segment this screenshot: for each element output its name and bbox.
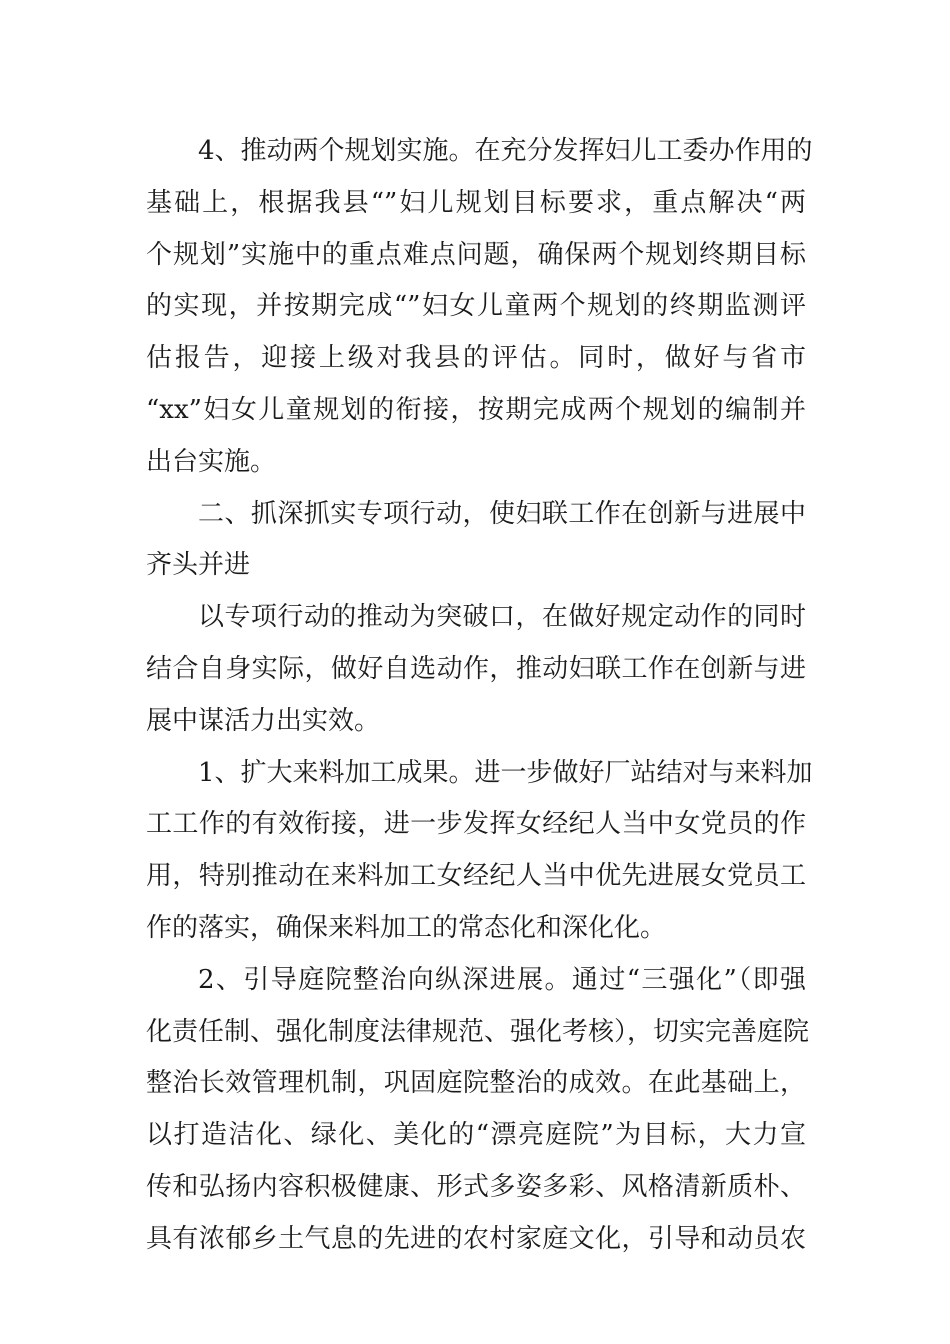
paragraph-line: 结合自身实际，做好自选动作，推动妇联工作在创新与进 [146,653,806,684]
paragraph-line: 个规划”实施中的重点难点问题，确保两个规划终期目标 [146,239,806,270]
section-heading-line: 齐头并进 [146,550,251,581]
paragraph-line: 工工作的有效衔接，进一步发挥女经纪人当中女党员的作 [146,809,806,840]
paragraph-line: 的实现，并按期完成“”妇女儿童两个规划的终期监测评 [146,291,806,322]
paragraph-line: 4、推动两个规划实施。在充分发挥妇儿工委办作用的 [198,136,813,166]
section-heading-line: 二、抓深抓实专项行动，使妇联工作在创新与进展中 [198,498,806,529]
paragraph-line: 基础上，根据我县“”妇儿规划目标要求，重点解决“两 [146,187,806,218]
paragraph-line: 1、扩大来料加工成果。进一步做好厂站结对与来料加 [198,757,813,788]
paragraph-line: 化责任制、强化制度法律规范、强化考核），切实完善庭院 [146,1016,810,1047]
paragraph-line: 估报告，迎接上级对我县的评估。同时，做好与省市 [146,343,806,374]
paragraph-line: 具有浓郁乡土气息的先进的农村家庭文化，引导和动员农 [146,1223,806,1254]
paragraph-line: 传和弘扬内容积极健康、形式多姿多彩、风格清新质朴、 [146,1171,806,1202]
paragraph-line: 以专项行动的推动为突破口，在做好规定动作的同时 [198,602,806,633]
paragraph-line: 出台实施。 [146,446,277,477]
paragraph-line: 以打造洁化、绿化、美化的“漂亮庭院”为目标，大力宣 [146,1120,806,1151]
paragraph-line: 整治长效管理机制，巩固庭院整治的成效。在此基础上， [146,1068,806,1099]
paragraph-line: 用，特别推动在来料加工女经纪人当中优先进展女党员工 [146,861,806,892]
paragraph-line: “xx”妇女儿童规划的衔接，按期完成两个规划的编制并 [146,394,806,425]
paragraph-line: 2、引导庭院整治向纵深进展。通过“三强化”（即强 [198,964,806,995]
paragraph-line: 作的落实，确保来料加工的常态化和深化化。 [146,912,667,943]
paragraph-line: 展中谋活力出实效。 [146,705,381,736]
document-body [146,126,813,1266]
